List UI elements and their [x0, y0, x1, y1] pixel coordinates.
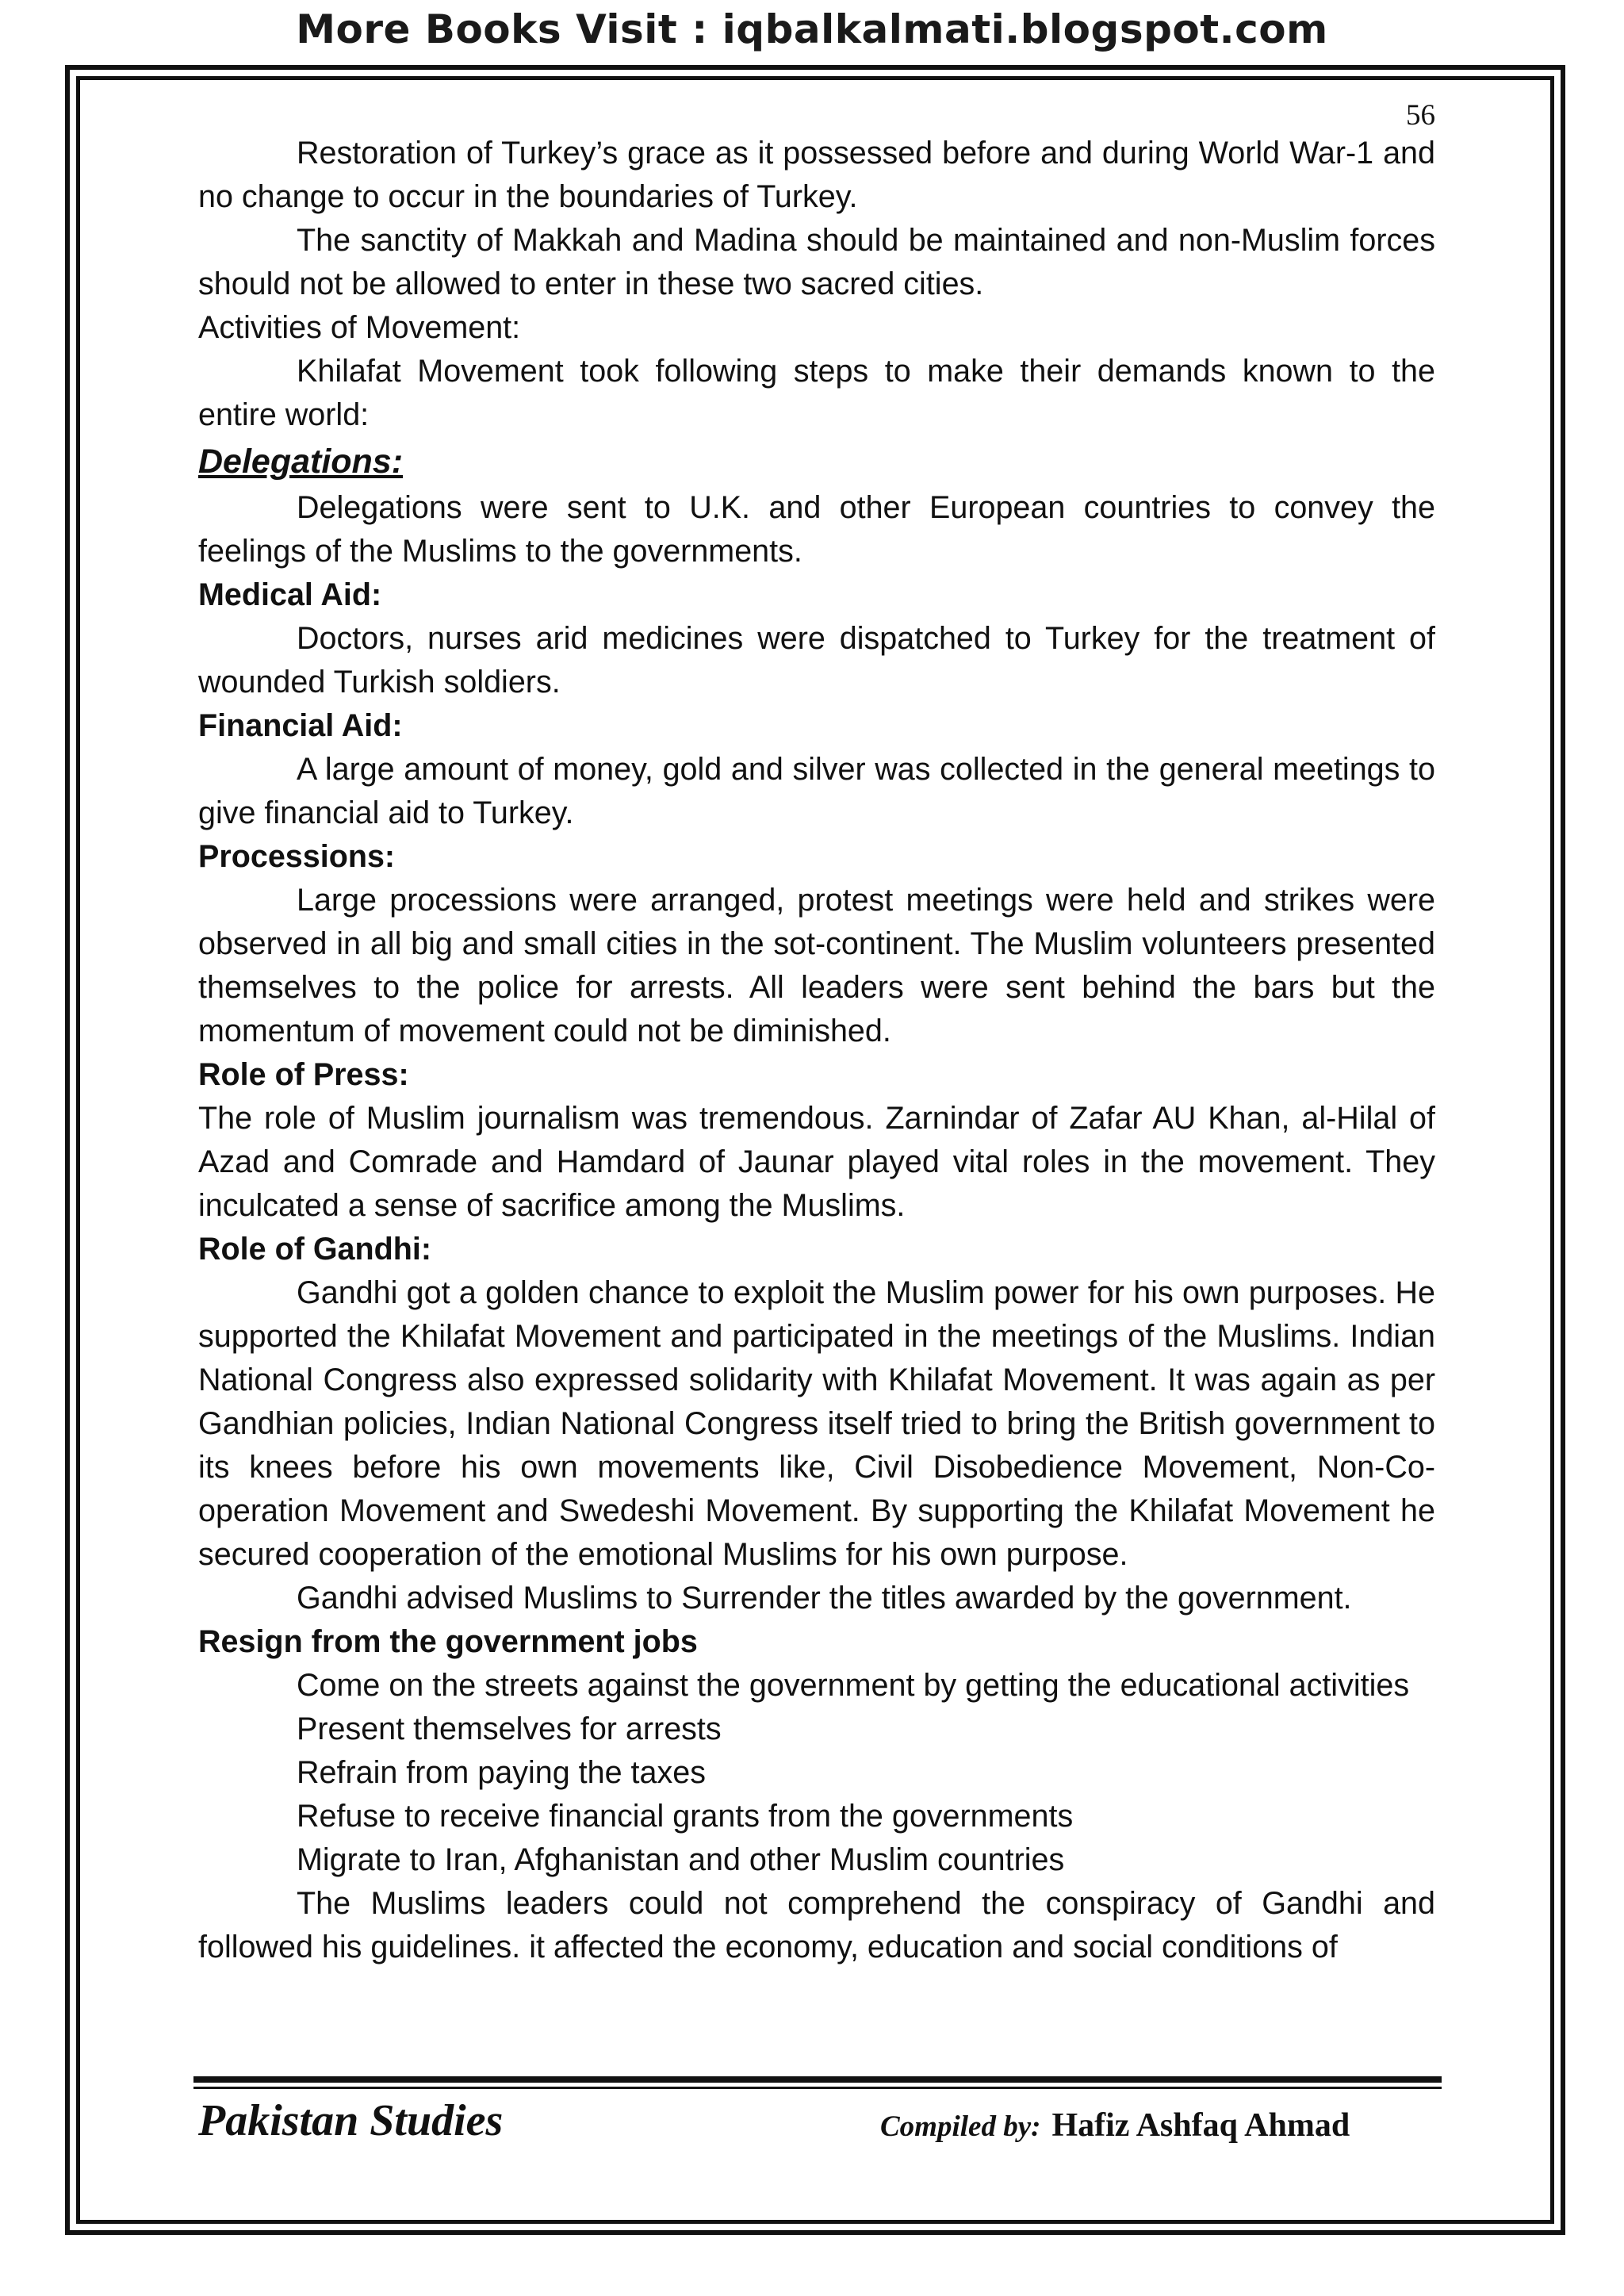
list-item: Refuse to receive financial grants from the governments: [297, 1799, 1074, 1834]
compiled-by-label: Compiled by:: [880, 2110, 1041, 2143]
body-paragraph: The sanctity of Makkah and Madina should be maintained and non-Muslim forces should not be allowed to enter in these two sacred cities.: [198, 223, 1435, 301]
heading-role-of-gandhi: Role of Gandhi:: [198, 1232, 432, 1267]
site-banner: More Books Visit : iqbalkalmati.blogspot.com: [296, 6, 1328, 52]
body-paragraph: Gandhi got a golden chance to exploit the Muslim power for his own purposes. He supported the Khilafat Movement and participated in the meetings of the Muslims. Indian National Congress also expressed solidarity with Khilafat Movement. It was again as per Gandhian policies, Indian National Congress itself tried to bring the British government to its knees before his own movements like, Civil Disobedience Movement, Non-Co-operation Movement and Swedeshi Movement. By supporting the Khilafat Movement he secured cooperation of the emotional Muslims for his own purpose.: [198, 1275, 1435, 1572]
heading-role-of-press: Role of Press:: [198, 1057, 409, 1092]
body-paragraph: A large amount of money, gold and silver was collected in the general meetings to give financial aid to Turkey.: [198, 752, 1435, 830]
page-body: [198, 132, 1435, 1969]
footer-credit: [880, 2106, 1350, 2145]
list-item: Refrain from paying the taxes: [297, 1755, 706, 1790]
body-paragraph: Khilafat Movement took following steps to make their demands known to the entire world:: [198, 354, 1435, 432]
heading-delegations: Delegations:: [198, 443, 404, 481]
footer-rule-thick: [193, 2076, 1442, 2083]
body-paragraph: Large processions were arranged, protest meetings were held and strikes were observed in all big and small cities in the sot-continent. The Muslim volunteers presented themselves to the police for arrests. All leaders were sent behind the bars but the momentum of movement could not be diminished.: [198, 883, 1435, 1048]
body-paragraph: Restoration of Turkey’s grace as it possessed before and during World War-1 and no change to occur in the boundaries of Turkey.: [198, 136, 1435, 214]
list-item: Come on the streets against the government by getting the educational activities: [297, 1668, 1410, 1703]
subheading-activities: Activities of Movement:: [198, 310, 521, 345]
body-paragraph: The role of Muslim journalism was tremendous. Zarnindar of Zafar AU Khan, al-Hilal of Azad and Comrade and Hamdard of Jaunar played vital roles in the movement. They inculcated a sense of sacrifice among the Muslims.: [198, 1101, 1435, 1223]
footer-rule-thin: [193, 2087, 1442, 2089]
heading-resign: Resign from the government jobs: [198, 1624, 698, 1659]
body-paragraph: The Muslims leaders could not comprehend the conspiracy of Gandhi and followed his guidelines. it affected the economy, education and social conditions of: [198, 1886, 1435, 1964]
page-number: 56: [1406, 99, 1435, 132]
author-name: Hafiz Ashfaq Ahmad: [1051, 2107, 1350, 2144]
list-item: Migrate to Iran, Afghanistan and other Muslim countries: [297, 1842, 1065, 1877]
body-paragraph: Doctors, nurses arid medicines were dispatched to Turkey for the treatment of wounded Turkish soldiers.: [198, 621, 1435, 700]
list-item: Gandhi advised Muslims to Surrender the titles awarded by the government.: [297, 1581, 1352, 1616]
heading-financial-aid: Financial Aid:: [198, 708, 403, 743]
heading-processions: Processions:: [198, 839, 396, 874]
heading-medical-aid: Medical Aid:: [198, 577, 382, 612]
footer-book-title: Pakistan Studies: [198, 2096, 504, 2145]
body-paragraph: Delegations were sent to U.K. and other European countries to convey the feelings of the Muslims to the governments.: [198, 490, 1435, 569]
list-item: Present themselves for arrests: [297, 1711, 722, 1746]
